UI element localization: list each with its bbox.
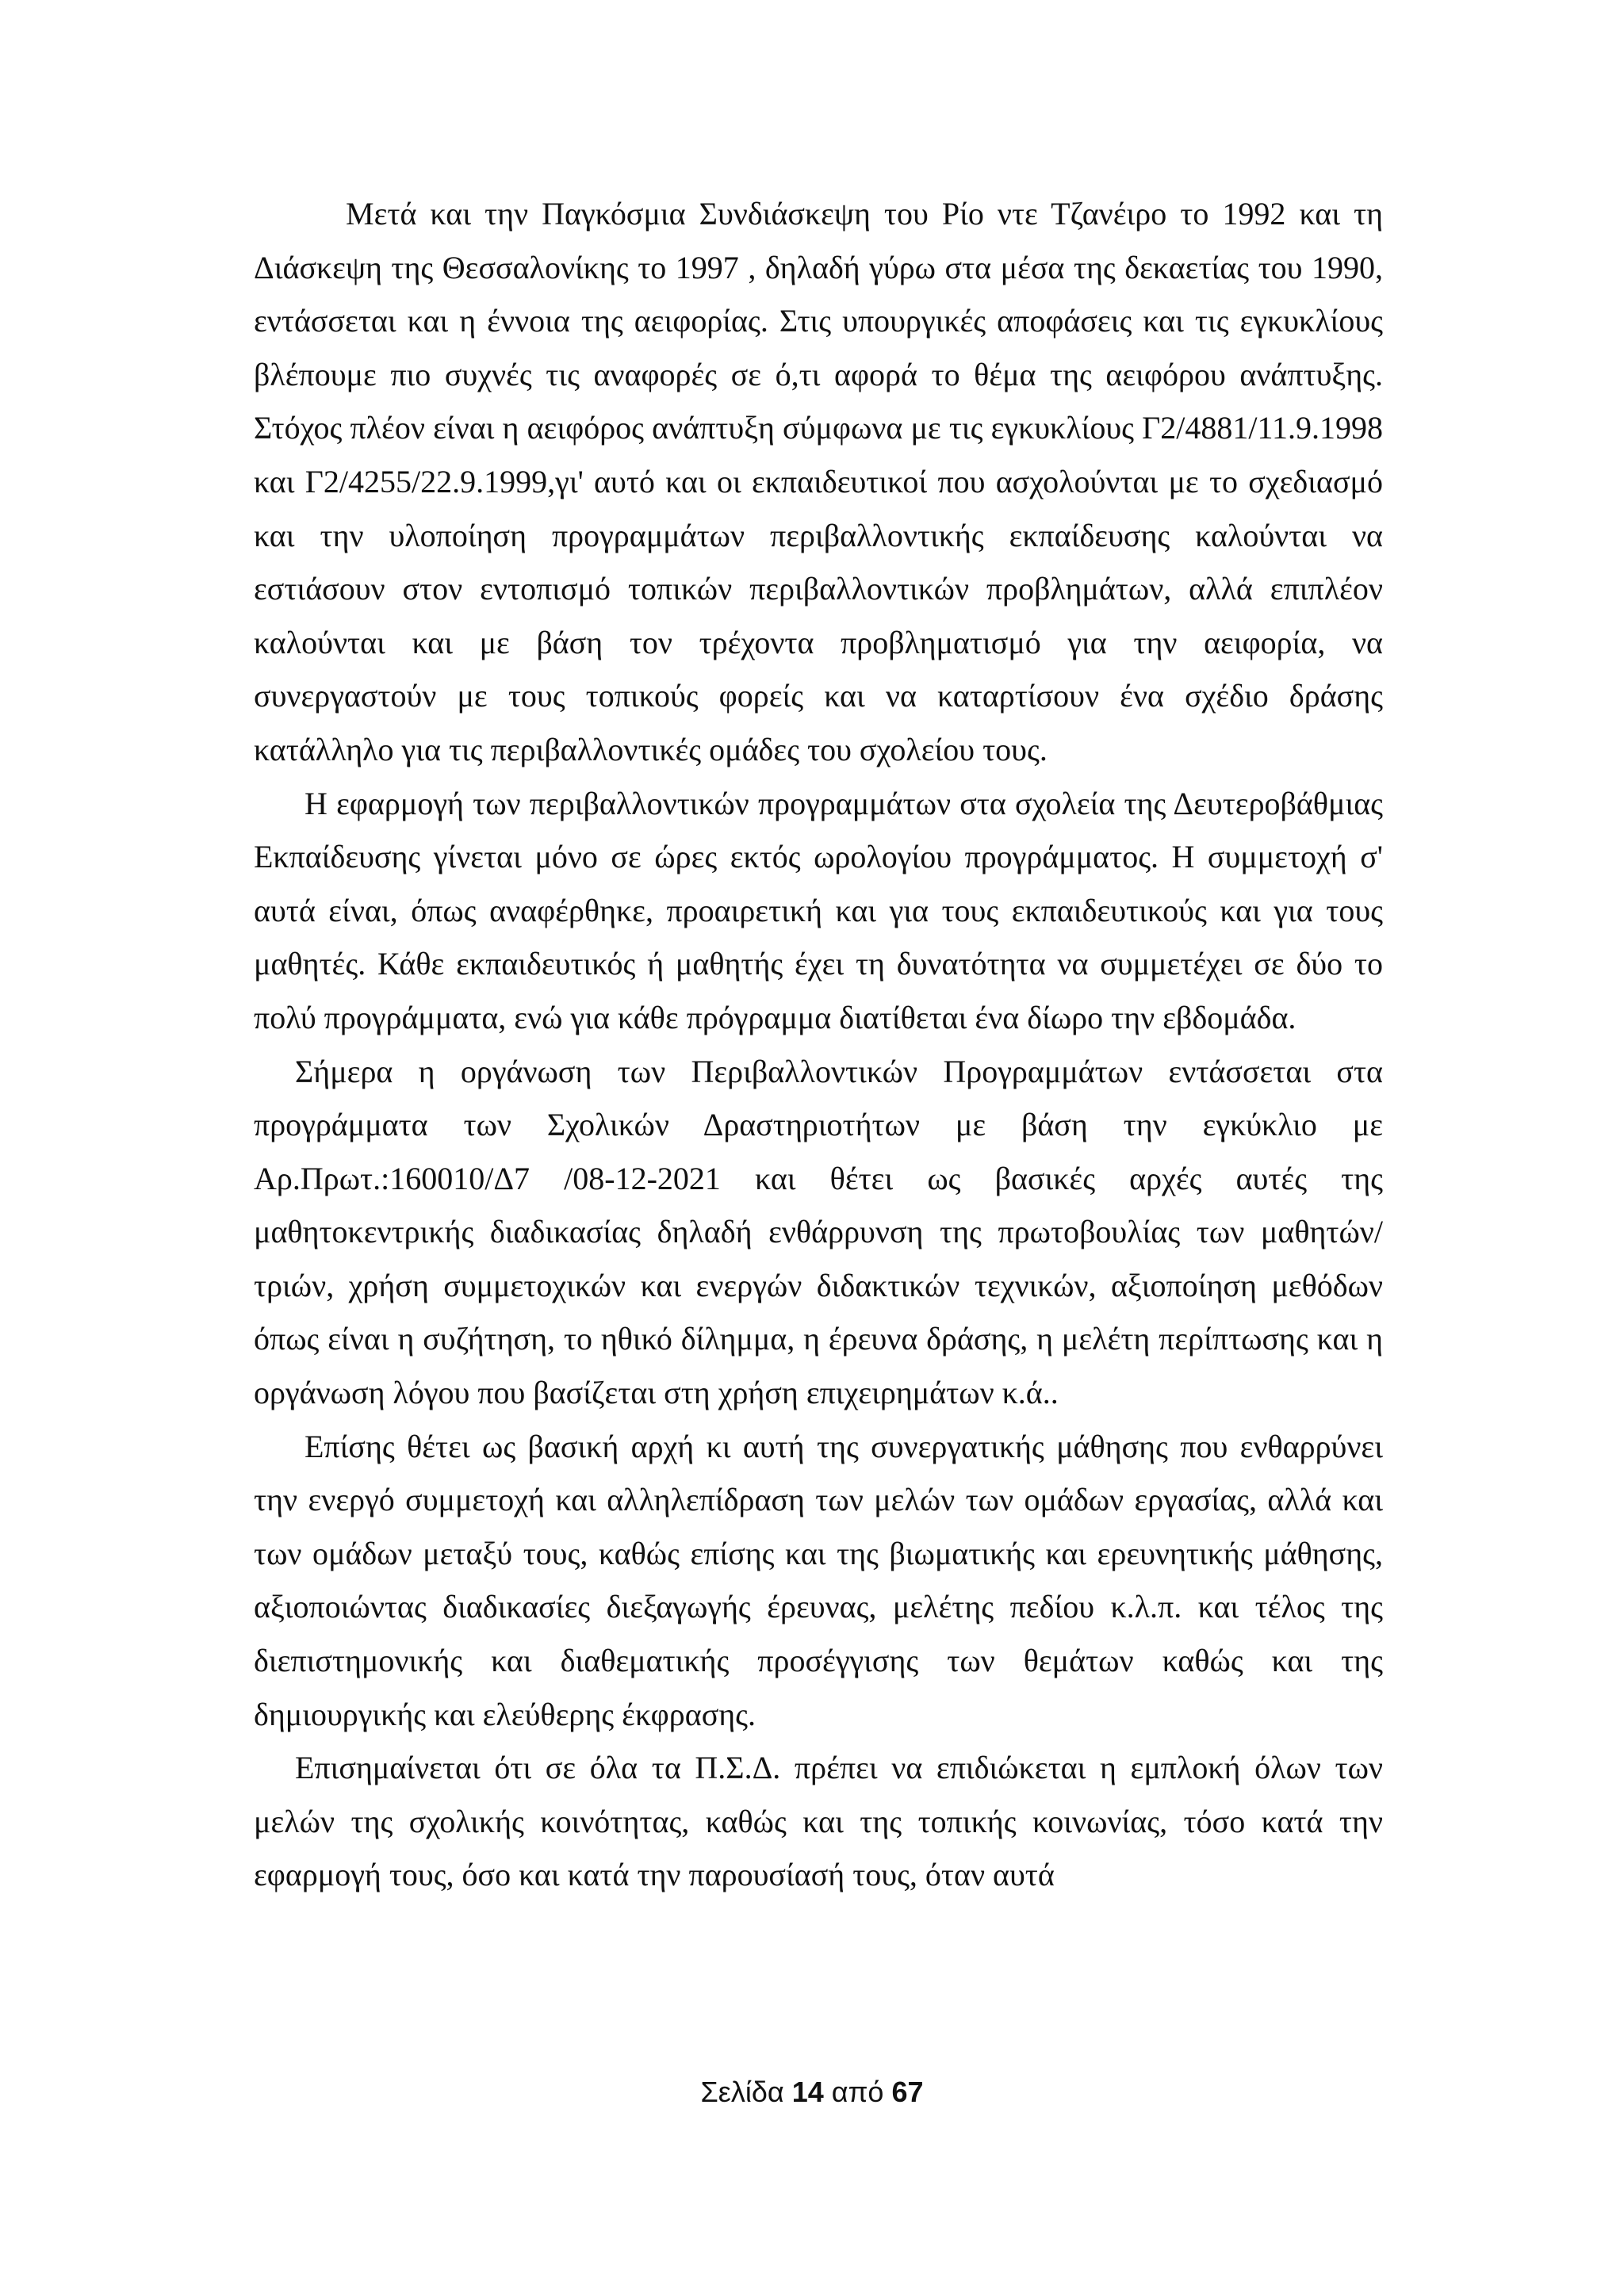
footer-middle: από bbox=[831, 2076, 884, 2108]
total-pages-number: 67 bbox=[891, 2076, 924, 2108]
page-footer bbox=[0, 2076, 1624, 2109]
paragraph: Σήμερα η οργάνωση των Περιβαλλοντικών Προγραμμάτων εντάσσεται στα προγράμματα των Σχολικών Δραστηριοτήτων με βάση την εγκύκλιο με Αρ.Πρωτ.:160010/Δ7 /08-12-2021 και θέτει ως βασικές αρχές αυτές της μαθητοκεντρικής διαδικασίας δηλαδή ενθάρρυνση της πρωτοβουλίας των μαθητών/τριών, χρήση συμμετοχικών και ενεργών διδακτικών τεχνικών, αξιοποίηση μεθόδων όπως είναι η συζήτηση, το ηθικό δίλημμα, η έρευνα δράσης, η μελέτη περίπτωσης και η οργάνωση λόγου που βασίζεται στη χρήση επιχειρημάτων κ.ά.. bbox=[254, 1053, 1383, 1411]
paragraph: Επίσης θέτει ως βασική αρχή κι αυτή της συνεργατικής μάθησης που ενθαρρύνει την ενεργό συμμετοχή και αλληλεπίδραση των μελών των ομάδων εργασίας, αλλά και των ομάδων μεταξύ τους, καθώς επίσης και της βιωματικής και ερευνητικής μάθησης, αξιοποιώντας διαδικασίες διεξαγωγής έρευνας, μελέτης πεδίου κ.λ.π. και τέλος της διεπιστημονικής και διαθεματικής προσέγγισης των θεμάτων καθώς και της δημιουργικής και ελεύθερης έκφρασης. bbox=[254, 1428, 1383, 1732]
body-text bbox=[254, 187, 1383, 1902]
paragraph: Επισημαίνεται ότι σε όλα τα Π.Σ.Δ. πρέπει να επιδιώκεται η εμπλοκή όλων των μελών της σχολικής κοινότητας, καθώς και της τοπικής κοινωνίας, τόσο κατά την εφαρμογή τους, όσο και κατά την παρουσίασή τους, όταν αυτά bbox=[254, 1750, 1383, 1893]
footer-prefix: Σελίδα bbox=[700, 2076, 784, 2108]
paragraph: Μετά και την Παγκόσμια Συνδιάσκεψη του Ρίο ντε Τζανέιρο το 1992 και τη Διάσκεψη της Θεσσαλονίκης το 1997 , δηλαδή γύρω στα μέσα της δεκαετίας του 1990, εντάσσεται και η έννοια της αειφορίας. Στις υπουργικές αποφάσεις και τις εγκυκλίους βλέπουμε πιο συχνές τις αναφορές σε ό,τι αφορά το θέμα της αειφόρου ανάπτυξης. Στόχος πλέον είναι η αειφόρος ανάπτυξη σύμφωνα με τις εγκυκλίους Γ2/4881/11.9.1998 και Γ2/4255/22.9.1999,γι' αυτό και οι εκπαιδευτικοί που ασχολούνται με το σχεδιασμό και την υλοποίηση προγραμμάτων περιβαλλοντικής εκπαίδευσης καλούνται να εστιάσουν στον εντοπισμό τοπικών περιβαλλοντικών προβλημάτων, αλλά επιπλέον καλούνται και με βάση τον τρέχοντα προβληματισμό για την αειφορία, να συνεργαστούν με τους τοπικούς φορείς και να καταρτίσουν ένα σχέδιο δράσης κατάλληλο για τις περιβαλλοντικές ομάδες του σχολείου τους. bbox=[254, 196, 1383, 767]
paragraph: Η εφαρμογή των περιβαλλοντικών προγραμμάτων στα σχολεία της Δευτεροβάθμιας Εκπαίδευσης γίνεται μόνο σε ώρες εκτός ωρολογίου προγράμματος. Η συμμετοχή σ' αυτά είναι, όπως αναφέρθηκε, προαιρετική και για τους εκπαιδευτικούς και για τους μαθητές. Κάθε εκπαιδευτικός ή μαθητής έχει τη δυνατότητα να συμμετέχει σε δύο το πολύ προγράμματα, ενώ για κάθε πρόγραμμα διατίθεται ένα δίωρο την εβδομάδα. bbox=[254, 785, 1383, 1035]
current-page-number: 14 bbox=[791, 2076, 824, 2108]
